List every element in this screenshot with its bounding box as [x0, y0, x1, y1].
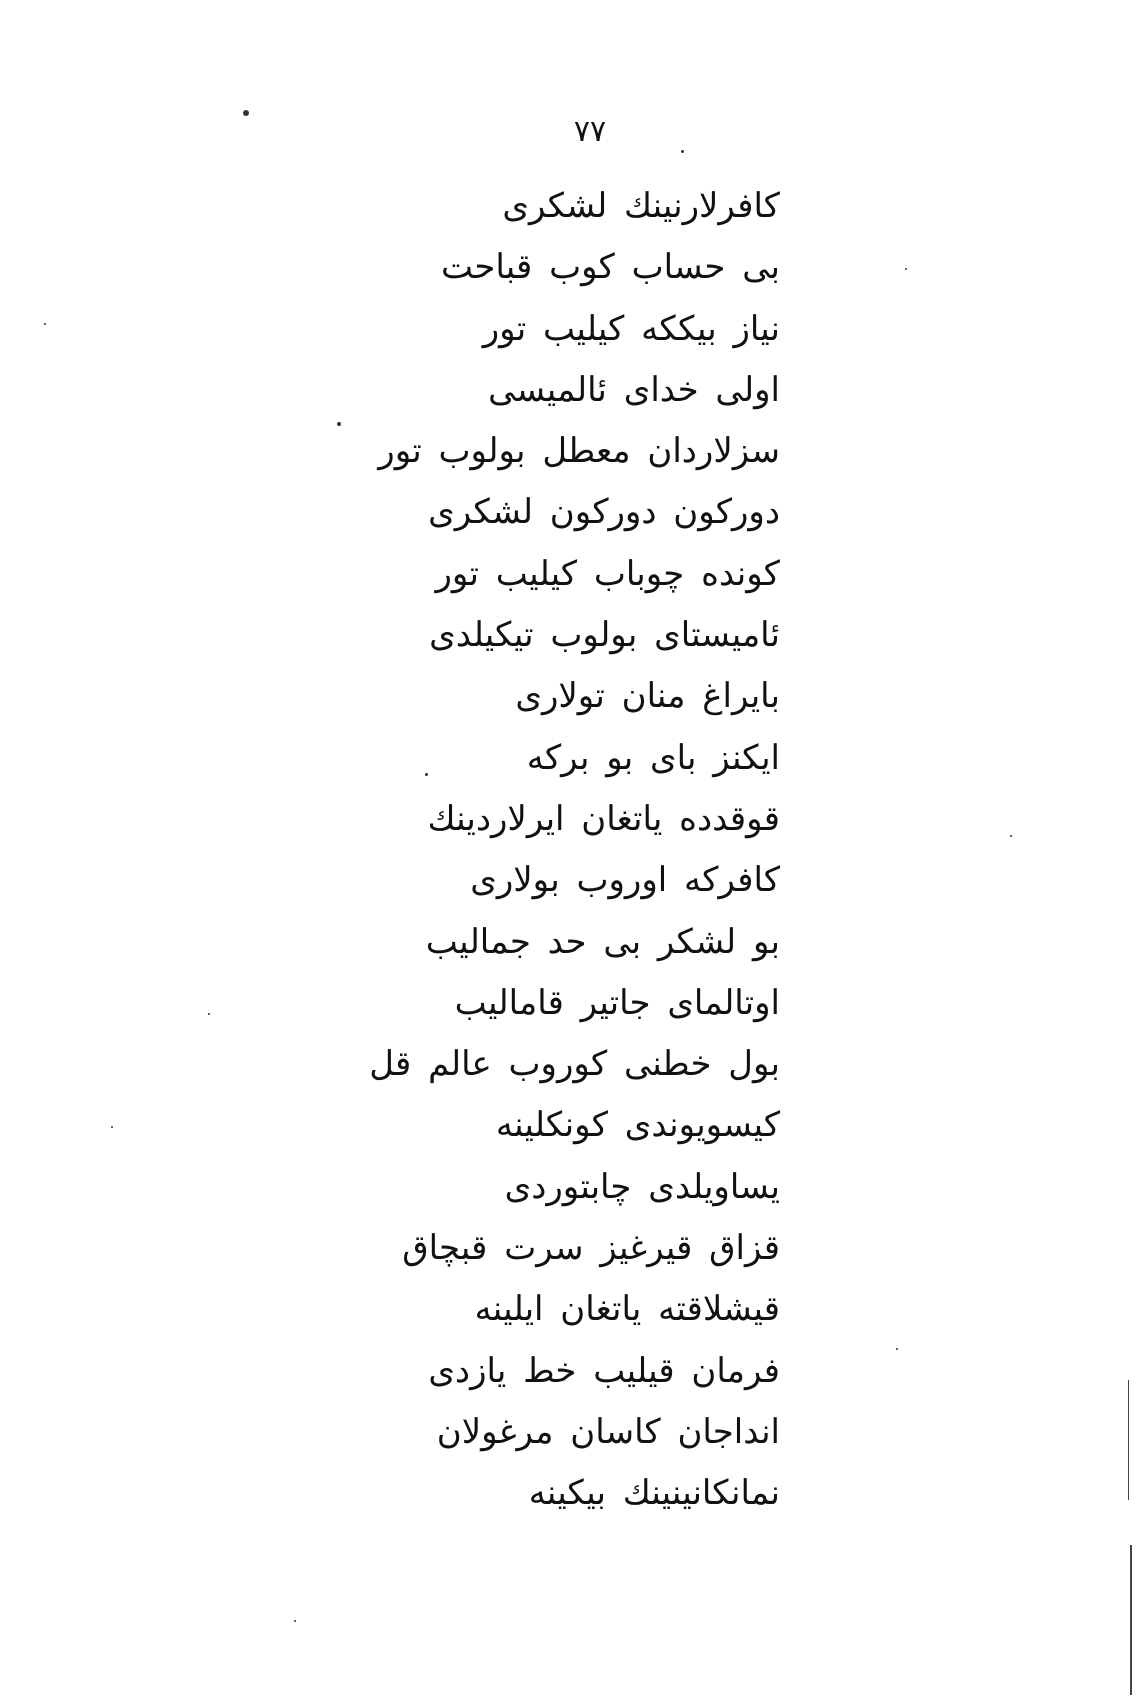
verse-line: بول خطنی کوروب عالم قل [369, 1044, 780, 1085]
verse-line: کونده چوباب کیلیب تور [435, 553, 780, 594]
page-edge-mark [1130, 1545, 1132, 1695]
verse-line: فرمان قیلیب خط یازدی [428, 1350, 780, 1391]
scan-speck [111, 1126, 113, 1128]
scan-speck [243, 110, 249, 116]
scan-speck [681, 150, 684, 153]
verse-line: کافرکه اوروب بولاری [470, 860, 780, 901]
verse-line: یساویلدی چابتوردی [504, 1166, 780, 1207]
verse-line: انداجان کاسان مرغولان [436, 1411, 780, 1452]
scan-speck [905, 268, 907, 270]
page-edge-mark [1128, 1380, 1129, 1500]
verse-line: نمانکانینینك بیکینه [528, 1473, 780, 1514]
verse-line: کافرلارنینك لشکری [502, 186, 780, 226]
verse-line: اولی خدای ئالمیسی [488, 369, 780, 410]
verse-line: بایراغ منان تولاری [515, 676, 780, 717]
scan-speck [294, 1620, 296, 1622]
scan-speck [1010, 835, 1012, 837]
verse-line: ئامیستای بولوب تیکیلدی [429, 615, 780, 656]
verse-line: بو لشکر بی حد جمالیب [425, 921, 780, 962]
page-number: ۷۷ [573, 114, 607, 149]
scan-speck [337, 422, 341, 426]
verse-line: قزاق قیرغیز سرت قبچاق [402, 1228, 780, 1269]
verse-line: کیسویوندی کونکلینه [495, 1105, 780, 1146]
verse-line: بی حساب کوب قباحت [441, 247, 780, 288]
verse-line: قوقدده یاتغان ایرلاردینك [427, 798, 780, 839]
scan-speck [44, 323, 46, 325]
verse-line: دورکون دورکون لشکری [428, 492, 780, 533]
poem-text [369, 176, 780, 1525]
scan-speck [208, 1013, 210, 1015]
verse-line: ایکنز بای بو برکه [526, 737, 780, 778]
verse-line: نیاز بیککه کیلیب تور [482, 308, 780, 349]
verse-line: قیشلاقته یاتغان ایلینه [474, 1289, 780, 1330]
scan-speck [425, 773, 428, 776]
scan-speck [896, 1348, 898, 1350]
verse-line: سزلاردان معطل بولوب تور [378, 431, 780, 472]
verse-line: اوتالمای جاتیر قامالیب [454, 982, 780, 1023]
